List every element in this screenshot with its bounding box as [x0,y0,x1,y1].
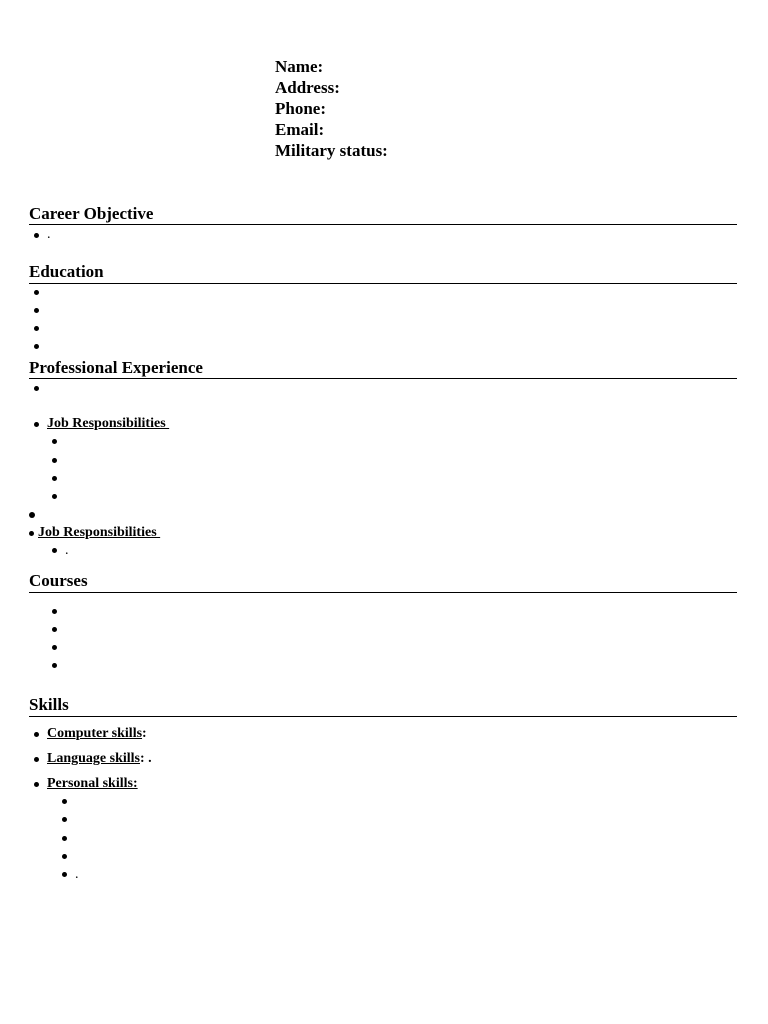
bullet [34,233,39,238]
language-skills-label: Language skills [47,751,140,766]
education-rule [29,283,737,284]
computer-skills-item [47,726,147,742]
contact-phone-label: Phone: [275,99,326,118]
bullet [34,344,39,349]
computer-skills-suffix: : [142,726,147,741]
education-heading: Education [29,262,104,281]
personal-skills-label: Personal skills: [47,776,138,791]
personal-skills-last-item-text: . [75,867,79,882]
job2-item-text: . [65,543,69,558]
career-objective-rule [29,224,737,225]
computer-skills-label: Computer skills [47,726,143,741]
contact-military-label: Military status: [275,141,388,160]
skills-rule [29,716,737,717]
contact-email-label: Email: [275,120,325,139]
bullet [34,326,39,331]
bullet [29,512,35,518]
bullet [29,531,34,536]
bullet [34,290,39,295]
contact-address-label: Address: [275,78,340,97]
professional-experience-rule [29,378,737,379]
language-skills-item [47,751,152,767]
bullet [52,476,57,481]
job-responsibilities-label-2: Job Responsibilities [38,525,161,540]
bullet [52,609,57,614]
courses-heading: Courses [29,571,88,590]
contact-name-label: Name: [275,57,324,76]
bullet [62,854,67,859]
career-objective-heading: Career Objective [29,204,154,223]
bullet [52,439,57,444]
bullet [34,732,39,737]
bullet [34,782,39,787]
bullet [52,627,57,632]
bullet [52,494,57,499]
bullet [34,308,39,313]
bullet [52,458,57,463]
professional-experience-heading: Professional Experience [29,358,203,377]
skills-heading: Skills [29,695,69,714]
job-responsibilities-label-1: Job Responsibilities [47,416,170,431]
career-objective-item-text: . [47,227,51,242]
bullet [62,836,67,841]
bullet [52,548,57,553]
bullet [52,663,57,668]
language-skills-suffix: : . [139,751,152,766]
bullet [62,872,67,877]
bullet [62,817,67,822]
bullet [52,645,57,650]
bullet [34,757,39,762]
bullet [34,386,39,391]
bullet [62,799,67,804]
bullet [34,422,39,427]
courses-rule [29,592,737,593]
